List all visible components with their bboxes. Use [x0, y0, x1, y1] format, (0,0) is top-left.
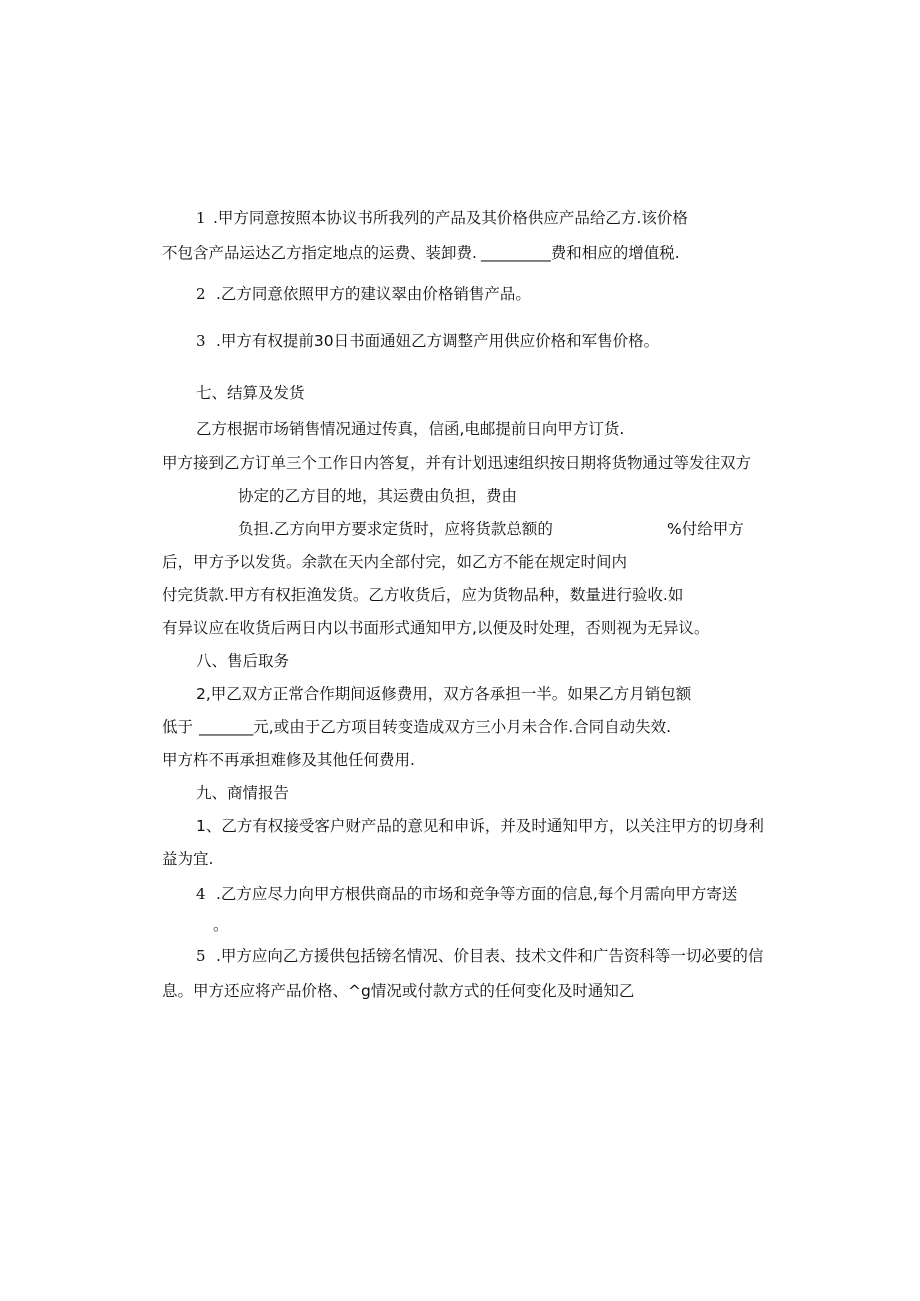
section-8-para-2 [162, 717, 671, 737]
section-8-heading: 八、售后取务 [196, 652, 290, 670]
section-7-heading: 七、结算及发货 [196, 384, 305, 402]
item-3-text: .甲方有权提前30日书面通妞乙方调整产用供应价格和军售价格。 [216, 332, 660, 350]
section-8-text-b: 元,或由于乙方项目转变造成双方三小月未合作.合同自动失效. [253, 718, 672, 736]
section-7-para-4b: %付给甲方 [667, 520, 744, 538]
section-8-blank: _______ [199, 718, 254, 736]
section-9-para-1b: 益为宜. [162, 850, 214, 868]
item-3-number: 3 [196, 332, 206, 350]
item-1-number: 1 [196, 209, 206, 227]
item-4-text: .乙方应尽力向甲方根供商品的市场和竞争等方面的信息,每个月需向甲方寄送 [216, 885, 738, 903]
item-1-text-b: 不包含产品运达乙方指定地点的运费、装卸费. [162, 244, 477, 262]
section-7-para-3: 协定的乙方目的地，其运费由负担，费由 [238, 487, 518, 505]
item-1-line-1: .甲方同意按照本协议书所我列的产品及其价格供应产品给乙方.该价格 [213, 209, 688, 227]
section-9-heading: 九、商情报告 [196, 784, 290, 802]
item-1-blank: _________ [480, 244, 551, 262]
section-8-para-1: 2,甲乙双方正常合作期间返修费用，双方各承担一半。如果乙方月销包额 [196, 685, 692, 703]
item-1-line-2 [162, 243, 680, 263]
item-4-number: 4 [196, 885, 206, 903]
item-5-line-2: 息。甲方还应将产品价格、^g情况或付款方式的任何变化及时通知乙 [162, 982, 635, 1000]
section-7-para-1: 乙方根据市场销售情况通过传真，信函,电邮提前日向甲方订货. [196, 420, 625, 438]
section-7-para-4a: 负担.乙方向甲方要求定货时，应将货款总额的 [238, 520, 553, 538]
section-7-para-7: 有异议应在收货后两日内以书面形式通知甲方,以便及时处理，否则视为无异议。 [162, 619, 710, 637]
item-2-text: .乙方同意依照甲方的建议翠由价格销售产品。 [216, 285, 531, 303]
item-1-text-c: 费和相应的增值税. [550, 244, 680, 262]
section-7-para-2: 甲方接到乙方订单三个工作日内答复，并有计划迅速组织按日期将货物通过等发往双方 [162, 454, 752, 472]
section-8-para-3: 甲方杵不再承担难修及其他任何费用. [162, 751, 415, 769]
section-7-para-6: 付完货款.甲方有权拒渔发货。乙方收货后，应为货物品种，数量进行验收.如 [162, 586, 684, 604]
section-9-para-1: 1、乙方有权接受客户财产品的意见和申诉，并及时通知甲方，以关注甲方的切身利 [196, 817, 764, 835]
item-5-number: 5 [196, 947, 206, 965]
item-4-end: 。 [213, 916, 229, 934]
section-8-text-a: 低于 [162, 718, 194, 736]
item-5-line-1: .甲方应向乙方援供包括镑名情况、价目表、技术文件和广告资科等一切必要的信 [216, 947, 764, 965]
section-7-para-5: 后，甲方予以发货。余款在天内全部付完，如乙方不能在规定时间内 [162, 553, 628, 571]
item-2-number: 2 [196, 285, 206, 303]
